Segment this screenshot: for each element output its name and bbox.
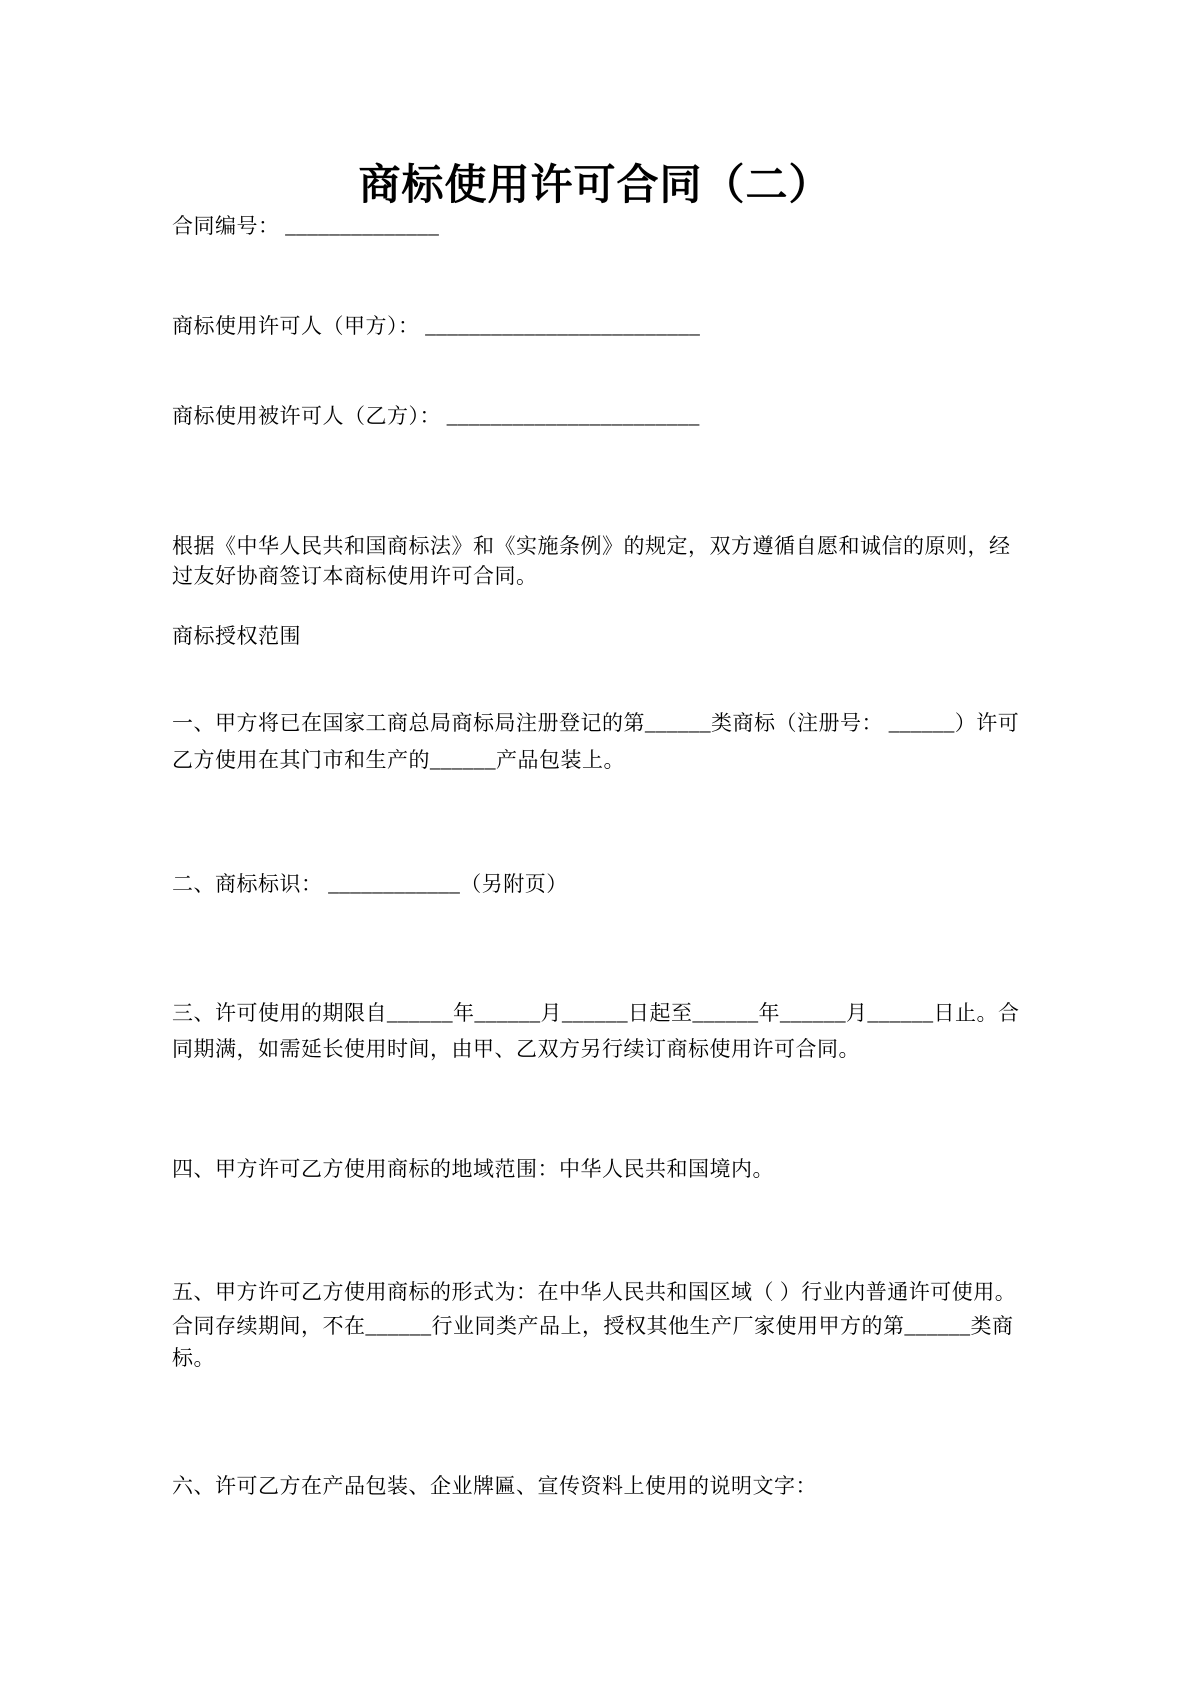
clause-5-line-2: 合同存续期间，不在______行业同类产品上，授权其他生产厂家使用甲方的第______类商 <box>172 1314 1014 1338</box>
clause-5-line-3: 标。 <box>172 1346 215 1370</box>
clause-2-line: 二、商标标识： ____________（另附页） <box>172 872 568 896</box>
clause-5-line-1: 五、甲方许可乙方使用商标的形式为：在中华人民共和国区域（ ）行业内普通许可使用。 <box>172 1280 1017 1304</box>
clause-6-line: 六、许可乙方在产品包装、企业牌匾、宣传资料上使用的说明文字： <box>172 1474 817 1498</box>
preamble-line-2: 过友好协商签订本商标使用许可合同。 <box>172 564 538 588</box>
clause-1-line-2: 乙方使用在其门市和生产的______产品包装上。 <box>172 748 625 772</box>
document-title: 商标使用许可合同（二） <box>358 163 832 209</box>
licensee-line: 商标使用被许可人（乙方）： _______________________ <box>172 404 700 428</box>
clause-3-line-1: 三、许可使用的期限自______年______月______日起至______年______月______日止。合 <box>172 1001 1020 1025</box>
clause-1-line-1: 一、甲方将已在国家工商总局商标局注册登记的第______类商标（注册号： ______）许可 <box>172 711 1020 735</box>
preamble-line-1: 根据《中华人民共和国商标法》和《实施条例》的规定，双方遵循自愿和诚信的原则，经 <box>172 534 1011 558</box>
clause-4-line: 四、甲方许可乙方使用商标的地域范围：中华人民共和国境内。 <box>172 1157 774 1181</box>
licensor-line: 商标使用许可人（甲方）： _________________________ <box>172 314 701 338</box>
scope-heading: 商标授权范围 <box>172 624 301 648</box>
contract-number-line: 合同编号： ______________ <box>172 214 440 238</box>
clause-3-line-2: 同期满，如需延长使用时间，由甲、乙双方另行续订商标使用许可合同。 <box>172 1037 860 1061</box>
